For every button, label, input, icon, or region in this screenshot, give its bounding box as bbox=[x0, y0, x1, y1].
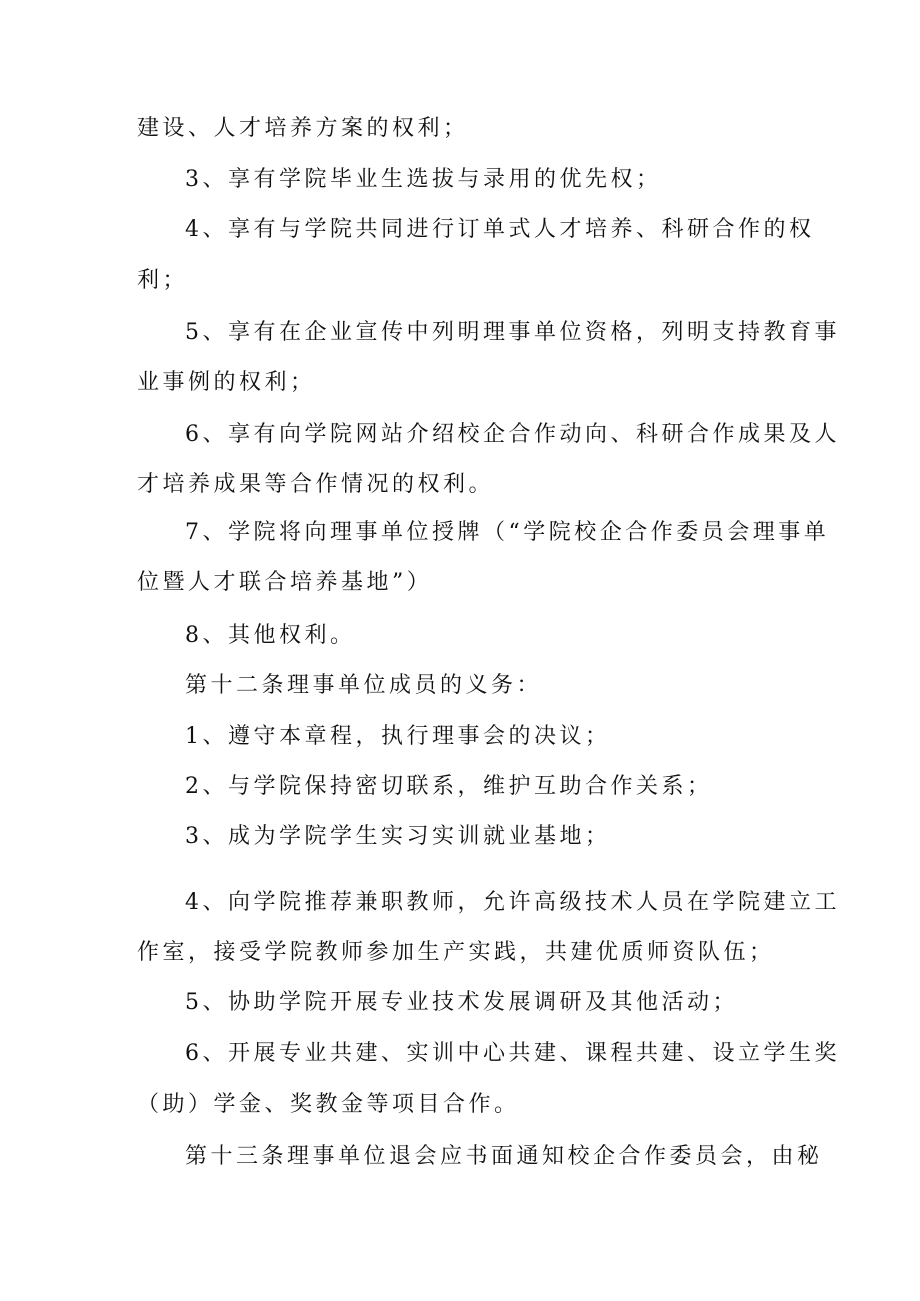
list-item-right-7: 7、学院将向理事单位授牌（“学院校企合作委员会理事单 bbox=[185, 520, 830, 545]
list-item-right-5: 5、享有在企业宣传中列明理事单位资格，列明支持教育事 bbox=[185, 320, 840, 345]
list-item-duty-6: 6、开展专业共建、实训中心共建、课程共建、设立学生奖 bbox=[185, 1041, 840, 1066]
list-item-right-3: 3、享有学院毕业生选拔与录用的优先权； bbox=[185, 167, 662, 192]
text-line: 作室，接受学院教师参加生产实践，共建优质师资队伍； bbox=[137, 940, 775, 965]
list-item-duty-4: 4、向学院推荐兼职教师，允许高级技术人员在学院建立工 bbox=[185, 890, 840, 915]
list-item-right-4: 4、享有与学院共同进行订单式人才培养、科研合作的权 bbox=[185, 217, 815, 242]
list-item-right-6: 6、享有向学院网站介绍校企合作动向、科研合作成果及人 bbox=[185, 422, 840, 447]
list-item-duty-5: 5、协助学院开展专业技术发展调研及其他活动； bbox=[185, 990, 738, 1015]
text-line: 利； bbox=[137, 268, 189, 293]
text-line: 建设、人才培养方案的权利； bbox=[137, 116, 469, 141]
article-13-paragraph: 第十三条理事单位退会应书面通知校企合作委员会，由秘 bbox=[185, 1144, 823, 1169]
text-line: （助）学金、奖教金等项目合作。 bbox=[137, 1092, 520, 1117]
text-line: 业事例的权利； bbox=[137, 370, 316, 395]
article-12-heading: 第十二条理事单位成员的义务： bbox=[185, 673, 543, 698]
list-item-duty-3: 3、成为学院学生实习实训就业基地； bbox=[185, 824, 611, 849]
list-item-right-8: 8、其他权利。 bbox=[185, 623, 356, 648]
list-item-duty-2: 2、与学院保持密切联系，维护互助合作关系； bbox=[185, 774, 713, 799]
text-line: 位暨人才联合培养基地”） bbox=[137, 570, 433, 595]
list-item-duty-1: 1、遵守本章程，执行理事会的决议； bbox=[185, 724, 611, 749]
text-line: 才培养成果等合作情况的权利。 bbox=[137, 472, 495, 497]
